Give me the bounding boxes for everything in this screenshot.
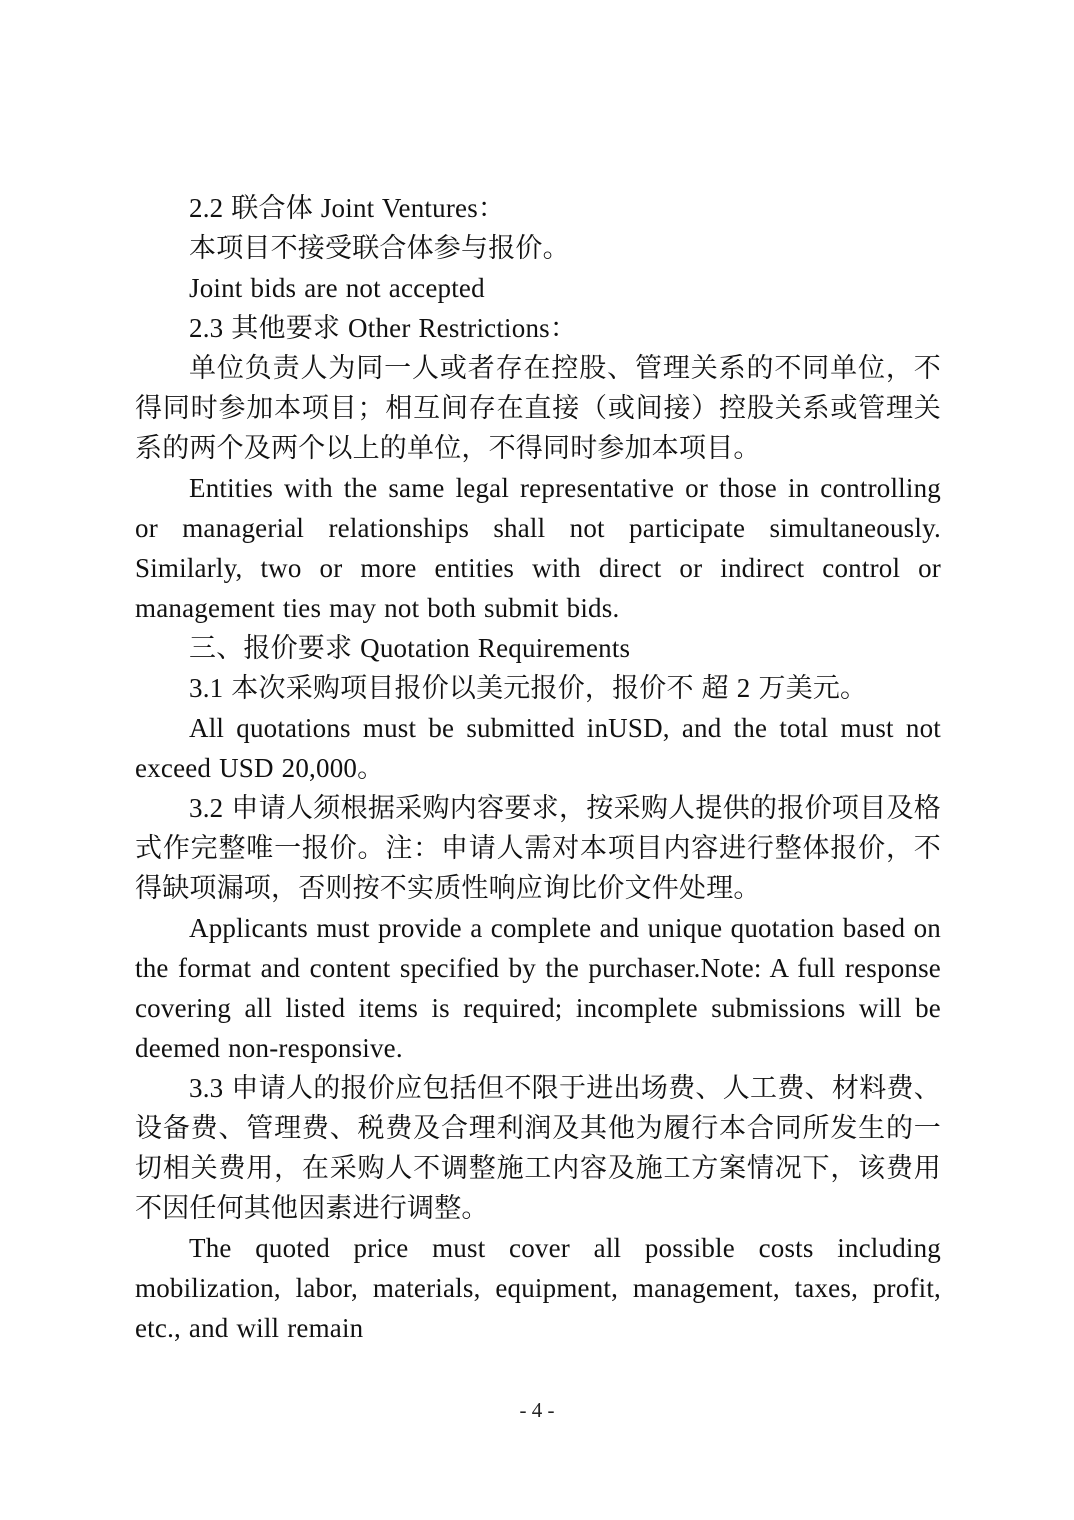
heading-joint-ventures: 2.2 联合体 Joint Ventures： [189,193,506,223]
paragraph-3-1-cn: 3.1 本次采购项目报价以美元报价，报价不 超 2 万美元。 [189,673,868,703]
paragraph-3-3-en: The quoted price must cover all possible costs including mobilization, labor, materials, equipment, management, taxes, profit, etc., and will remain [135,1233,941,1343]
heading-quotation-requirements: 三、报价要求 Quotation Requirements [189,633,631,663]
document-body [135,188,941,1348]
paragraph-3-2-cn: 3.2 申请人须根据采购内容要求，按采购人提供的报价项目及格式作完整唯一报价。注：申请人需对本项目内容进行整体报价，不得缺项漏项，否则按不实质性响应询比价文件处理。 [135,793,941,903]
heading-other-restrictions: 2.3 其他要求 Other Restrictions： [189,313,578,343]
paragraph-joint-ventures-en: Joint bids are not accepted [189,273,485,303]
paragraph-other-restrictions-cn: 单位负责人为同一人或者存在控股、管理关系的不同单位，不得同时参加本项目；相互间存在直接（或间接）控股关系或管理关系的两个及两个以上的单位，不得同时参加本项目。 [135,353,941,463]
paragraph-other-restrictions-en: Entities with the same legal representative or those in controlling or managerial relationships shall not participate simultaneously. Similarly, two or more entities with direct or indirect control or management ties may not both submit bids. [135,473,941,623]
page-number: - 4 - [519,1398,555,1422]
paragraph-joint-ventures-cn: 本项目不接受联合体参与报价。 [189,233,570,263]
paragraph-3-2-en: Applicants must provide a complete and unique quotation based on the format and content specified by the purchaser.Note: A full response covering all listed items is required; incomplete submissions will be deemed non-responsive. [135,913,941,1063]
paragraph-3-3-cn: 3.3 申请人的报价应包括但不限于进出场费、人工费、材料费、设备费、管理费、税费及合理利润及其他为履行本合同所发生的一切相关费用，在采购人不调整施工内容及施工方案情况下，该费用不因任何其他因素进行调整。 [135,1073,941,1223]
paragraph-3-1-en: All quotations must be submitted inUSD, and the total must not exceed USD 20,000。 [135,713,941,783]
